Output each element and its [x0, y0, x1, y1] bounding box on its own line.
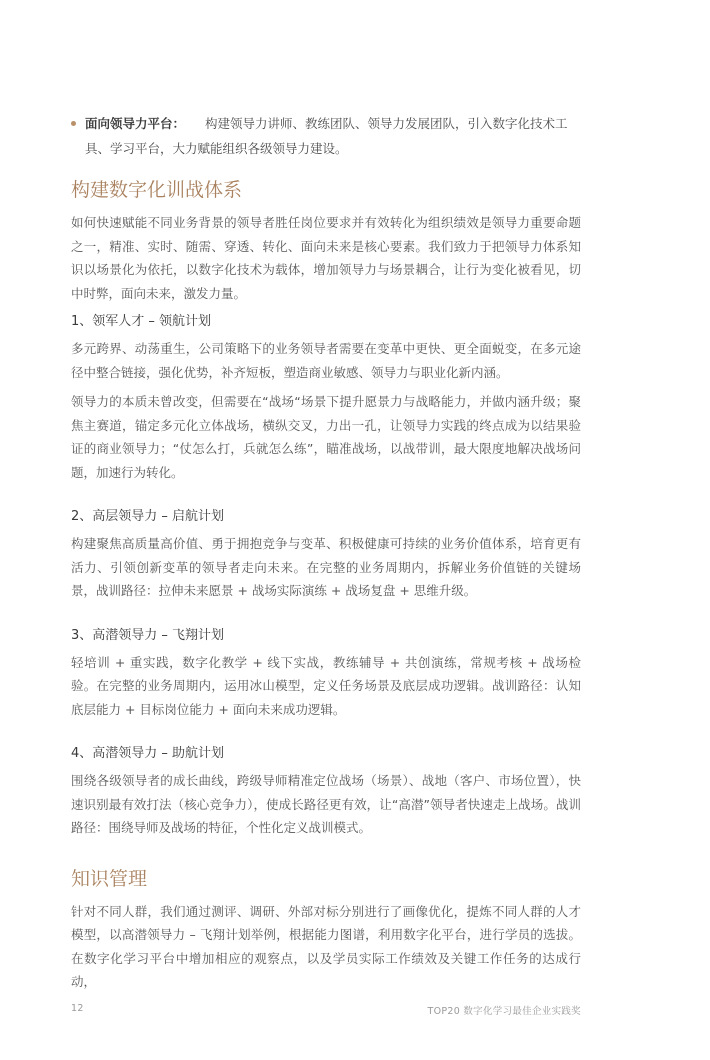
section-2-para: 针对不同人群，我们通过测评、调研、外部对标分别进行了画像优化，提炼不同人群的人才模型，以高潜领导力 – 飞翔计划举例，根据能力图谱，利用数字化平台，进行学员的选拔。在数字化学习平台中增加相应的观察点，以及学员实际工作绩效及关键工作任务的达成行动， — [71, 903, 581, 989]
page-number: 12 — [71, 1003, 84, 1014]
subsection-1-para-1: 多元跨界、动荡重生，公司策略下的业务领导者需要在变革中更快、更全面蜕变，在多元途径中整合链接，强化优势，补齐短板，塑造商业敏感、领导力与职业化新内涵。 — [71, 341, 581, 380]
section-intro: 如何快速赋能不同业务背景的领导者胜任岗位要求并有效转化为组织绩效是领导力重要命题之一，精准、实时、随需、穿透、转化、面向未来是核心要素。我们致力于把领导力体系知识以场景化为依托，以数字化技术为载体，增加领导力与场景耦合，让行为变化被看见，切中时弊，面向未来，激发力量。 — [71, 215, 581, 301]
subsection-2-para-1: 构建聚焦高质量高价值、勇于拥抱竞争与变革、积极健康可持续的业务价值体系，培育更有活力、引领创新变革的领导者走向未来。在完整的业务周期内，拆解业务价值链的关键场景，战训路径：拉伸未来愿景 + 战场实际演练 + 战场复盘 + 思维升级。 — [71, 536, 581, 598]
subsection-title-4: 4、高潜领导力 – 助航计划 — [71, 746, 225, 761]
section-title-knowledge-management: 知识管理 — [71, 867, 148, 890]
section-title-training-system: 构建数字化训战体系 — [71, 179, 243, 201]
page-content — [71, 111, 581, 1000]
subsection-4-para-1: 围绕各级领导者的成长曲线，跨级导师精准定位战场（场景）、战地（客户、市场位置），快速识别最有效打法（核心竞争力），使成长路径更有效，让“高潜”领导者快速走上战场。战训路径：围绕导师及战场的特征，个性化定义战训模式。 — [71, 773, 581, 835]
subsection-title-2: 2、高层领导力 – 启航计划 — [71, 509, 225, 524]
subsection-1-para-2: 领导力的本质未曾改变，但需要在“战场“场景下提升愿景力与战略能力，并做内涵升级；聚焦主赛道，锚定多元化立体战场，横纵交叉，力出一孔，让领导力实践的终点成为以结果验证的商业领导力；“仗怎么打，兵就怎么练”，瞄准战场，以战带训，最大限度地解决战场问题，加速行为转化。 — [71, 394, 581, 480]
bullet-text: 构建领导力讲师、教练团队、领导力发展团队，引入数字化技术工具、学习平台，大力赋能组织各级领导力建设。 — [85, 116, 568, 156]
bullet-label: 面向领导力平台： — [85, 116, 186, 131]
subsection-3-para-1: 轻培训 + 重实践，数字化教学 + 线下实战，教练辅导 + 共创演练，常规考核 + 战场检验。在完整的业务周期内，运用冰山模型，定义任务场景及底层成功逻辑。战训路径：认知底层能力 + 目标岗位能力 + 面向未来成功逻辑。 — [71, 654, 581, 717]
bullet-dot-icon — [71, 121, 76, 126]
bullet-item-leadership-platform — [71, 111, 581, 161]
footer-doc-title: TOP20 数字化学习最佳企业实践奖 — [427, 1006, 581, 1017]
subsection-title-1: 1、领军人才 – 领航计划 — [71, 314, 212, 329]
subsection-title-3: 3、高潜领导力 – 飞翔计划 — [71, 627, 225, 643]
